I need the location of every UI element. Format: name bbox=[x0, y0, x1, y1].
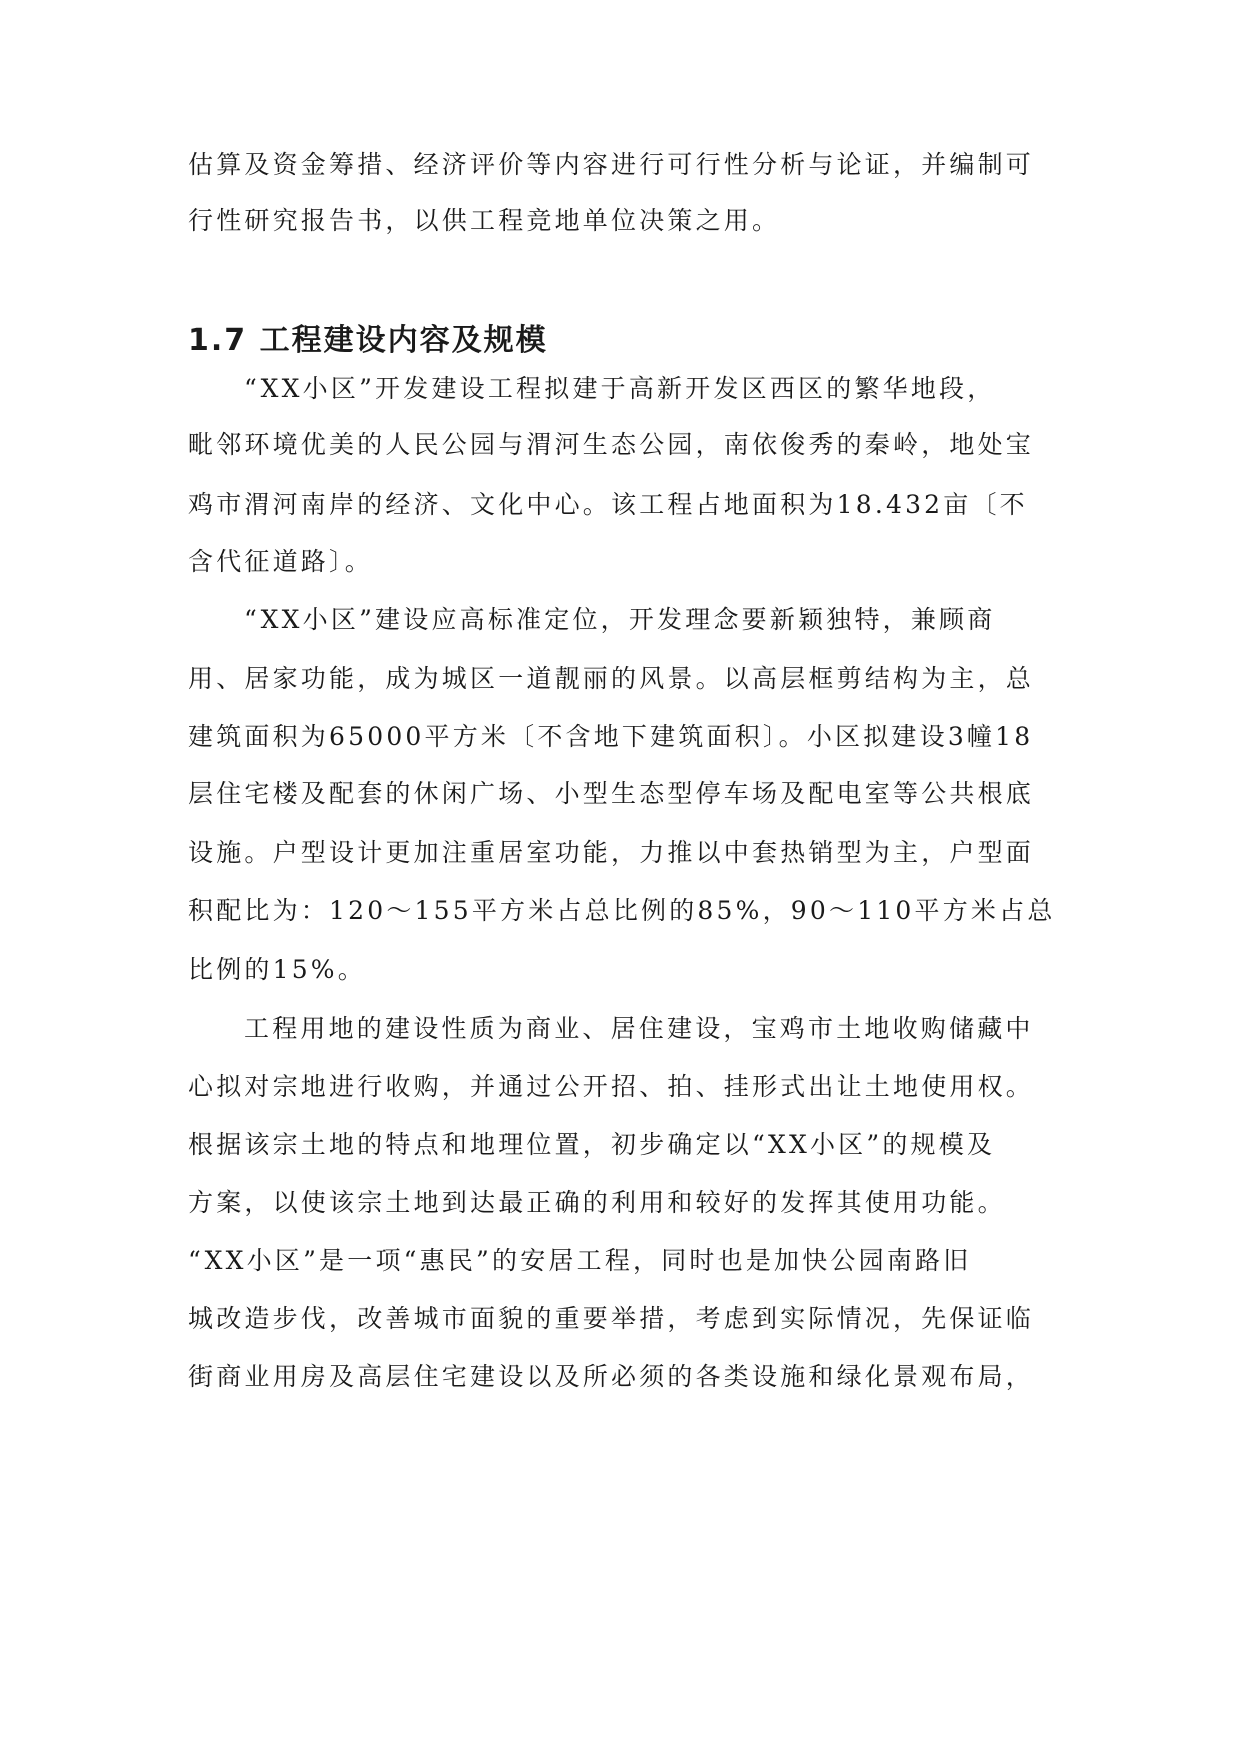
paragraph-3-line-1: 工程用地的建设性质为商业、居住建设，宝鸡市土地收购储藏中 bbox=[244, 1014, 1034, 1043]
paragraph-3-line-3: 根据该宗土地的特点和地理位置，初步确定以“XX小区”的规模及 bbox=[188, 1130, 996, 1159]
paragraph-3-line-7: 街商业用房及高层住宅建设以及所必须的各类设施和绿化景观布局， bbox=[188, 1362, 1035, 1391]
paragraph-2-line-4: 层住宅楼及配套的休闲广场、小型生态型停车场及配电室等公共根底 bbox=[188, 779, 1035, 808]
paragraph-2-line-3: 建筑面积为65000平方米〔不含地下建筑面积〕。小区拟建设3幢18 bbox=[188, 722, 1034, 751]
paragraph-3-line-4: 方案，以使该宗土地到达最正确的利用和较好的发挥其使用功能。 bbox=[188, 1188, 1006, 1217]
paragraph-1-line-2: 毗邻环境优美的人民公园与渭河生态公园，南依俊秀的秦岭，地处宝 bbox=[188, 430, 1035, 459]
paragraph-1-line-4: 含代征道路〕。 bbox=[188, 547, 373, 576]
paragraph-2-line-1: “XX小区”建设应高标准定位，开发理念要新颖独特，兼顾商 bbox=[244, 605, 996, 634]
paragraph-2-line-7: 比例的15%。 bbox=[188, 955, 366, 984]
paragraph-2-line-6: 积配比为：120～155平方米占总比例的85%，90～110平方米占总 bbox=[188, 896, 1056, 925]
paragraph-3-line-6: 城改造步伐，改善城市面貌的重要举措，考虑到实际情况，先保证临 bbox=[188, 1304, 1035, 1333]
paragraph-3-line-5: “XX小区”是一项“惠民”的安居工程，同时也是加快公园南路旧 bbox=[188, 1246, 972, 1275]
section-heading: 1.7 工程建设内容及规模 bbox=[188, 323, 548, 358]
paragraph-2-line-2: 用、居家功能，成为城区一道靓丽的风景。以高层框剪结构为主，总 bbox=[188, 664, 1035, 693]
paragraph-3-line-2: 心拟对宗地进行收购，并通过公开招、拍、挂形式出让土地使用权。 bbox=[188, 1072, 1035, 1101]
paragraph-2-line-5: 设施。户型设计更加注重居室功能，力推以中套热销型为主，户型面 bbox=[188, 838, 1035, 867]
paragraph-1-line-3: 鸡市渭河南岸的经济、文化中心。该工程占地面积为18.432亩〔不 bbox=[188, 490, 1028, 519]
intro-line-1: 估算及资金筹措、经济评价等内容进行可行性分析与论证，并编制可 bbox=[188, 150, 1035, 179]
paragraph-1-line-1: “XX小区”开发建设工程拟建于高新开发区西区的繁华地段， bbox=[244, 374, 996, 403]
intro-line-2: 行性研究报告书，以供工程竞地单位决策之用。 bbox=[188, 206, 781, 235]
